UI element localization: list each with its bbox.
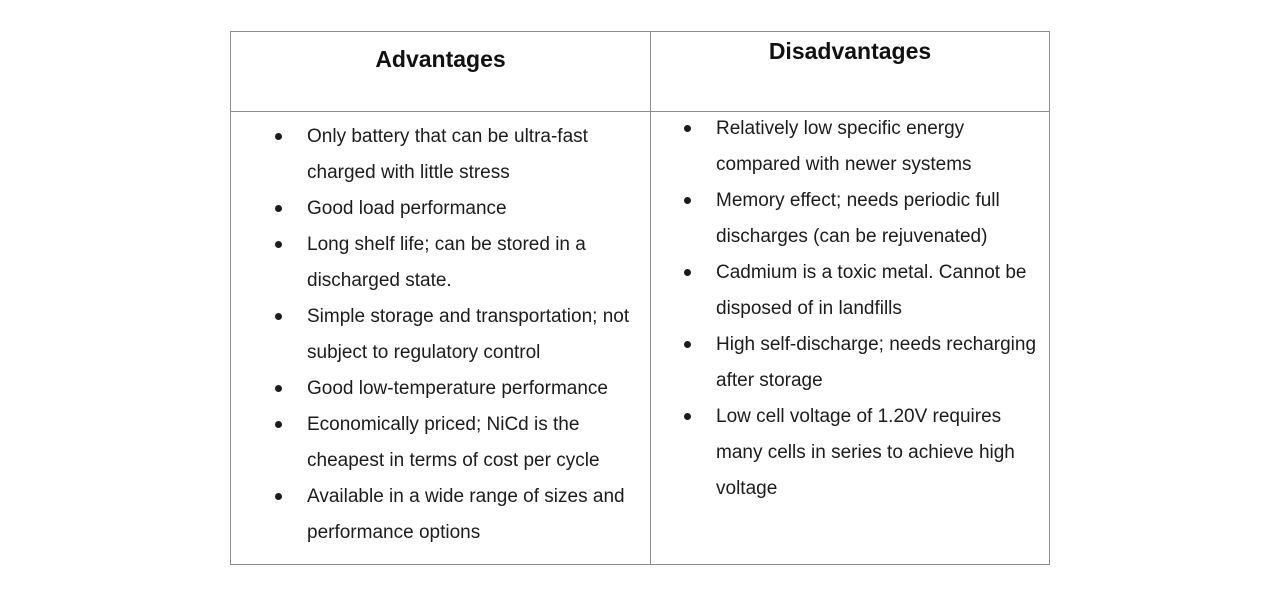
list-item: Available in a wide range of sizes and performance options bbox=[275, 479, 645, 551]
disadvantages-header: Disadvantages bbox=[768, 38, 932, 64]
list-item: High self-discharge; needs recharging after storage bbox=[684, 327, 1044, 399]
list-item: Low cell voltage of 1.20V requires many cells in series to achieve high voltage bbox=[684, 399, 1044, 507]
list-item: Cadmium is a toxic metal. Cannot be disposed of in landfills bbox=[684, 255, 1044, 327]
list-item: Good load performance bbox=[275, 191, 645, 227]
comparison-table bbox=[230, 31, 1050, 565]
list-item: Relatively low specific energy compared with newer systems bbox=[684, 111, 1044, 183]
disadvantages-list bbox=[684, 111, 1044, 507]
list-item: Simple storage and transportation; not subject to regulatory control bbox=[275, 299, 645, 371]
advantages-list bbox=[275, 119, 645, 551]
list-item: Good low-temperature performance bbox=[275, 371, 645, 407]
list-item: Long shelf life; can be stored in a discharged state. bbox=[275, 227, 645, 299]
advantages-header: Advantages bbox=[375, 46, 506, 72]
list-item: Economically priced; NiCd is the cheapest in terms of cost per cycle bbox=[275, 407, 645, 479]
list-item: Only battery that can be ultra-fast charged with little stress bbox=[275, 119, 645, 191]
list-item: Memory effect; needs periodic full discharges (can be rejuvenated) bbox=[684, 183, 1044, 255]
